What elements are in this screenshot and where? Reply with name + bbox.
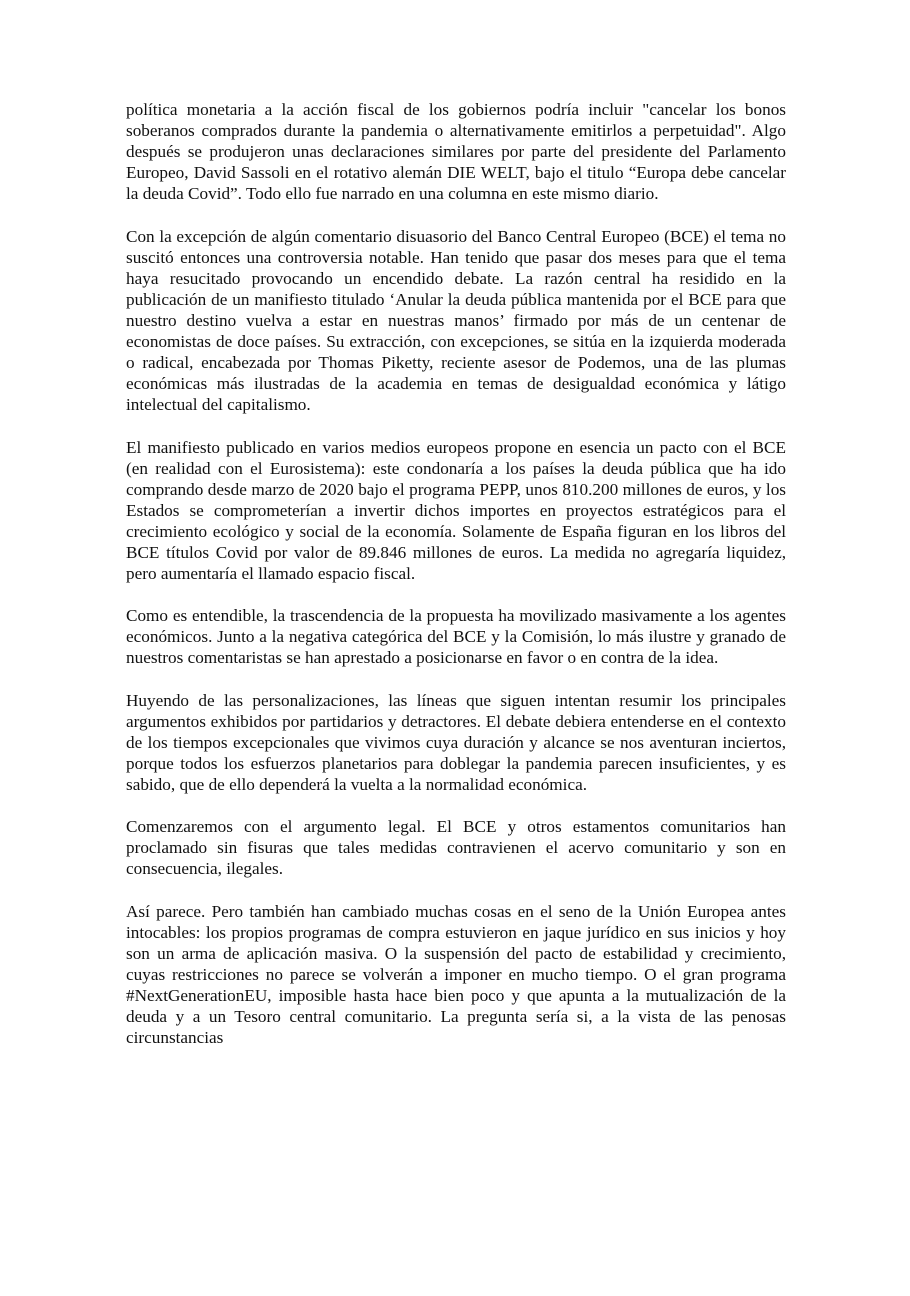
paragraph-7: Así parece. Pero también han cambiado muchas cosas en el seno de la Unión Europea antes intocables: los propios programas de compra estuvieron en jaque jurídico en sus inicios y hoy son un arma de aplicación masiva. O la suspensión del pacto de estabilidad y crecimiento, cuyas restricciones no parece se volverán a imponer en mucho tiempo. O el gran programa #NextGenerationEU, imposible hasta hace bien poco y que apunta a la mutualización de la deuda y a un Tesoro central comunitario. La pregunta sería si, a la vista de las penosas circunstancias	[126, 901, 786, 1048]
paragraph-6: Comenzaremos con el argumento legal. El BCE y otros estamentos comunitarios han proclamado sin fisuras que tales medidas contravienen el acervo comunitario y son en consecuencia, ilegales.	[126, 817, 786, 879]
paragraph-5: Huyendo de las personalizaciones, las líneas que siguen intentan resumir los principales argumentos exhibidos por partidarios y detractores. El debate debiera entenderse en el contexto de los tiempos excepcionales que vivimos cuya duración y alcance se nos aventuran inciertos, porque todos los esfuerzos planetarios para doblegar la pandemia parecen insuficientes, y es sabido, que de ello dependerá la vuelta a la normalidad económica.	[126, 690, 786, 794]
document-page	[126, 99, 786, 1048]
paragraph-1: política monetaria a la acción fiscal de los gobiernos podría incluir "cancelar los bonos soberanos comprados durante la pandemia o alternativamente emitirlos a perpetuidad". Algo después se produjeron unas declaraciones similares por parte del presidente del Parlamento Europeo, David Sassoli en el rotativo alemán DIE WELT, bajo el titulo “Europa debe cancelar la deuda Covid”. Todo ello fue narrado en una columna en este mismo diario.	[126, 100, 786, 204]
paragraph-3: El manifiesto publicado en varios medios europeos propone en esencia un pacto con el BCE (en realidad con el Eurosistema): este condonaría a los países la deuda pública que ha ido comprando desde marzo de 2020 bajo el programa PEPP, unos 810.200 millones de euros, y los Estados se comprometerían a invertir dichos importes en proyectos estratégicos para el crecimiento ecológico y social de la economía. Solamente de España figuran en los libros del BCE títulos Covid por valor de 89.846 millones de euros. La medida no agregaría liquidez, pero aumentaría el llamado espacio fiscal.	[126, 437, 786, 584]
paragraph-2: Con la excepción de algún comentario disuasorio del Banco Central Europeo (BCE) el tema no suscitó entonces una controversia notable. Han tenido que pasar dos meses para que el tema haya resucitado provocando un encendido debate. La razón central ha residido en la publicación de un manifiesto titulado ‘Anular la deuda pública mantenida por el BCE para que nuestro destino vuelva a estar en nuestras manos’ firmado por más de un centenar de economistas de doce países. Su extracción, con excepciones, se sitúa en la izquierda moderada o radical, encabezada por Thomas Piketty, reciente asesor de Podemos, una de las plumas económicas más ilustradas de la academia en temas de desigualdad económica y látigo intelectual del capitalismo.	[126, 226, 786, 415]
paragraph-4: Como es entendible, la trascendencia de la propuesta ha movilizado masivamente a los agentes económicos. Junto a la negativa categórica del BCE y la Comisión, lo más ilustre y granado de nuestros comentaristas se han aprestado a posicionarse en favor o en contra de la idea.	[126, 606, 786, 668]
